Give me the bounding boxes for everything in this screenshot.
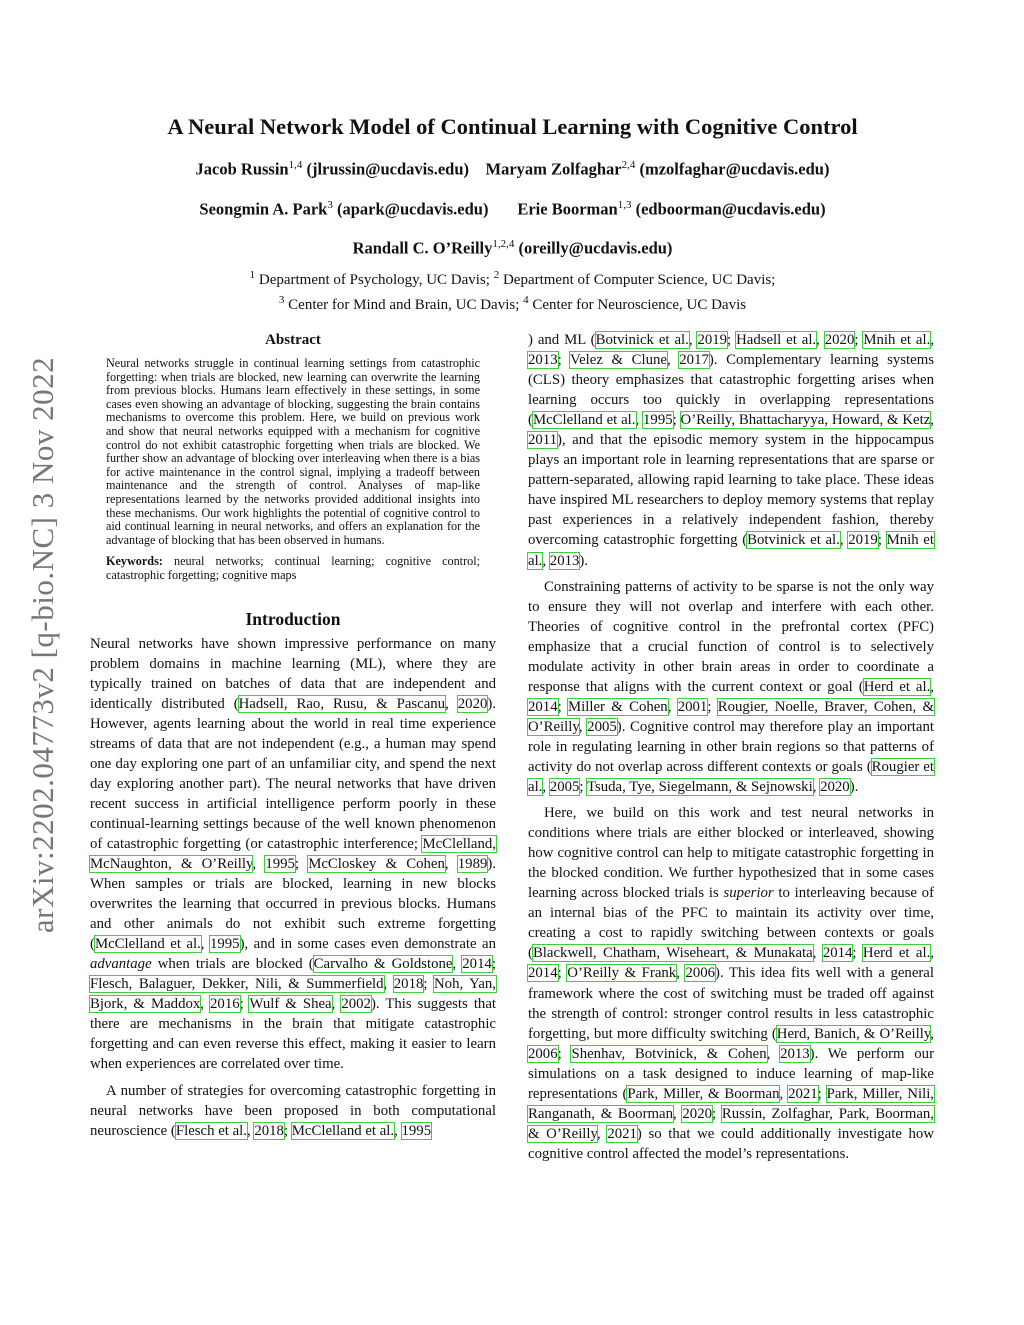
body-paragraph bbox=[90, 634, 496, 1075]
citation-link[interactable]: Flesch et al. bbox=[175, 1122, 247, 1139]
author-line-2 bbox=[90, 199, 935, 220]
left-column bbox=[90, 330, 496, 1141]
author-email: (jlrussin@ucdavis.edu) bbox=[306, 159, 469, 179]
author-line-1 bbox=[90, 159, 935, 180]
body-paragraph bbox=[528, 803, 934, 1164]
paragraph-text: , bbox=[812, 945, 823, 962]
paragraph-text: , bbox=[542, 779, 550, 796]
paragraph-text: , bbox=[252, 856, 266, 873]
citation-link[interactable]: 2013 bbox=[780, 1045, 810, 1062]
paragraph-text: Constraining patterns of activity to be sparse is not the only way to ensure they will not overlap and interfere with each other. Theories of cognitive control in the prefrontal cortex (PFC) emphasize that a crucial function of control is to selectively modulate activity in other brain areas in order to coordinate a response that aligns with the current context or goal ( bbox=[528, 578, 934, 695]
paragraph-text: ). We perform our simulations on a task designed to induce learning of map-like representations ( bbox=[528, 1045, 935, 1102]
paragraph-text: , bbox=[200, 936, 210, 953]
paragraph-text: , bbox=[578, 718, 588, 735]
affiliation-marker: 1 bbox=[249, 269, 256, 281]
citation-link[interactable]: 2001 bbox=[677, 698, 708, 715]
citation-link[interactable]: Wulf & Shea bbox=[249, 996, 332, 1013]
body-paragraph bbox=[528, 577, 934, 798]
citation-link[interactable]: Miller & Cohen bbox=[568, 698, 668, 715]
citation-link[interactable]: Hadsell, Rao, Rusu, & Pascanu bbox=[238, 695, 446, 712]
citation-link[interactable]: Shenhav, Botvinick, & Cohen bbox=[571, 1045, 767, 1062]
citation-link[interactable]: 2018 bbox=[254, 1122, 284, 1139]
keywords-text: neural networks; continual learning; cognitive control; catastrophic forgetting; cognitive maps bbox=[106, 554, 480, 582]
affiliation-marker: 3 bbox=[278, 294, 285, 306]
citation-link[interactable]: 1989 bbox=[457, 856, 488, 873]
paragraph-text: , bbox=[246, 1122, 255, 1139]
affiliations bbox=[90, 265, 935, 315]
citation-link[interactable]: 2021 bbox=[788, 1085, 818, 1102]
paragraph-text: , bbox=[445, 695, 458, 712]
paragraph-text: Here, we build on this work and test neural networks in conditions where trials are either blocked or interleaved, showing how cognitive control can help to mitigate catastrophic forgetting in the blocked condition. We further hypothesized that in some cases learning across blocked trials is bbox=[528, 805, 934, 902]
paragraph-text: A number of strategies for overcoming catastrophic forgetting in neural networks have been proposed in both computational neuroscience ( bbox=[90, 1082, 496, 1139]
paragraph-text: ). Cognitive control may therefore play an important role in regulating learning in other brain regions so that patterns of activity do not overlap across different contexts or goals ( bbox=[528, 718, 934, 775]
author-email: (apark@ucdavis.edu) bbox=[336, 199, 489, 219]
paragraph-text: , bbox=[930, 412, 934, 429]
citation-link[interactable]: 2021 bbox=[607, 1125, 637, 1142]
paragraph-text: ; bbox=[707, 698, 718, 715]
paragraph-text: , bbox=[596, 1125, 608, 1142]
citation-link[interactable]: 2005 bbox=[587, 718, 617, 735]
keywords-label: Keywords: bbox=[106, 554, 163, 569]
citation-link[interactable]: Rougier et al. bbox=[528, 758, 934, 796]
citation-link[interactable]: Rougier, Noelle, Braver, Cohen, & O’Reilly bbox=[528, 698, 935, 735]
citation-link[interactable]: 1995 bbox=[265, 856, 295, 873]
paragraph-text: ). bbox=[579, 552, 589, 569]
paragraph-text: , bbox=[331, 996, 342, 1013]
paragraph-text: ; bbox=[423, 976, 434, 993]
paragraph-text: ) so that we could additionally investigate how cognitive control affected the model’s representations. bbox=[528, 1125, 935, 1162]
author-email: (edboorman@ucdavis.edu) bbox=[635, 199, 826, 219]
paragraph-text: ; bbox=[877, 532, 887, 549]
arxiv-identifier bbox=[18, 340, 68, 950]
citation-link[interactable]: Botvinick et al. bbox=[595, 332, 689, 348]
paragraph-text: ; bbox=[557, 965, 568, 982]
emphasis-text: advantage bbox=[90, 956, 152, 973]
affiliation-text: Center for Neuroscience, UC Davis bbox=[528, 297, 747, 313]
author-name: Jacob Russin bbox=[195, 159, 289, 179]
paragraph-text: , bbox=[383, 976, 394, 993]
citation-link[interactable]: 2020 bbox=[457, 695, 488, 712]
paragraph-text: , bbox=[667, 698, 678, 715]
author-affiliation-marker: 1,2,4 bbox=[492, 238, 515, 250]
paragraph-text: ; bbox=[557, 352, 571, 369]
paragraph-text: ; bbox=[712, 1105, 722, 1122]
paragraph-text: ; bbox=[557, 698, 568, 715]
emphasis-text: superior bbox=[723, 885, 774, 902]
author-name: Maryam Zolfaghar bbox=[485, 159, 622, 179]
citation-link[interactable]: Russin, Zolfaghar, Park, Boorman, & O’Reilly bbox=[528, 1105, 934, 1142]
paragraph-text: , bbox=[666, 352, 680, 369]
paragraph-text: , bbox=[930, 1025, 934, 1042]
paragraph-text: ; bbox=[239, 996, 250, 1013]
author-affiliation-marker: 2,4 bbox=[621, 159, 636, 171]
citation-link[interactable]: 2017 bbox=[679, 352, 709, 369]
paragraph-text: ; bbox=[672, 412, 681, 429]
affiliation-text: Center for Mind and Brain, UC Davis; bbox=[284, 297, 524, 313]
citation-link[interactable]: 2013 bbox=[528, 352, 558, 369]
citation-link[interactable]: Herd et al. bbox=[862, 945, 931, 962]
citation-link[interactable]: 2014 bbox=[822, 945, 853, 962]
affiliation-text: Department of Computer Science, UC Davis; bbox=[499, 272, 776, 288]
paragraph-text: ). When samples or trials are blocked, learning in new blocks overwrites the learning that occurred in previous blocks. Humans and other animals do not exhibit such extreme forgetting ( bbox=[90, 856, 496, 953]
citation-link[interactable]: 2020 bbox=[682, 1105, 712, 1122]
citation-link[interactable]: Tsuda, Tye, Siegelmann, & Sejnowski bbox=[586, 779, 813, 796]
paragraph-text: ; bbox=[491, 956, 496, 973]
affiliation-line-2 bbox=[90, 290, 935, 315]
paragraph-text: , bbox=[766, 1045, 781, 1062]
citation-link[interactable]: 2006 bbox=[685, 965, 716, 982]
paragraph-text: , bbox=[635, 412, 644, 429]
citation-link[interactable]: Velez & Clune bbox=[570, 352, 667, 369]
citation-link[interactable]: 1995 bbox=[401, 1122, 432, 1139]
paragraph-text: , bbox=[542, 552, 550, 569]
body-paragraph-continued bbox=[528, 330, 934, 571]
paragraph-text: ; bbox=[727, 332, 737, 348]
citation-link[interactable]: 2014 bbox=[528, 698, 558, 715]
citation-link[interactable]: 1995 bbox=[209, 936, 240, 953]
citation-link[interactable]: 1995 bbox=[643, 412, 673, 429]
paragraph-text: Neural networks have shown impressive performance on many problem domains in machine learning (ML), where they are typically trained on batches of data that are independent and identically distributed ( bbox=[90, 635, 496, 712]
paper-title: A Neural Network Model of Continual Learning with Cognitive Control bbox=[167, 114, 858, 139]
citation-link[interactable]: Park, Miller, Nili, Ranganath, & Boorman bbox=[528, 1085, 935, 1122]
paragraph-text: , bbox=[930, 332, 935, 348]
affiliation-text: Department of Psychology, UC Davis; bbox=[255, 272, 494, 288]
right-column bbox=[528, 330, 934, 1164]
citation-link[interactable]: 2019 bbox=[697, 332, 728, 348]
abstract-heading: Abstract bbox=[265, 332, 321, 348]
paragraph-text: ). This suggests that there are mechanisms in the brain that mitigate catastrophic forgetting and can even reverse this effect, making it easier to learn when experiences are correlated over time. bbox=[90, 996, 497, 1073]
paragraph-text: , bbox=[444, 856, 458, 873]
paragraph-text: ; bbox=[557, 1045, 572, 1062]
paragraph-text: ; bbox=[817, 1085, 827, 1102]
citation-link[interactable]: 2020 bbox=[820, 779, 850, 796]
author-email: (mzolfaghar@ucdavis.edu) bbox=[639, 159, 830, 179]
citation-link[interactable]: McCloskey & Cohen bbox=[308, 856, 445, 873]
citation-link[interactable]: 2020 bbox=[824, 332, 855, 348]
paragraph-text: ). However, agents learning about the world in real time experience streams of data that are not independent (e.g., a human may spend one day exploring one part of an unfamiliar city, and spend the next day exploring another part). The neural networks that have driven recent success in artificial intelligence perform poorly in these continual-learning settings because of the well known phenomenon of catastrophic forgetting (or catastrophic interference; bbox=[90, 695, 496, 852]
arxiv-identifier-text: arXiv:2202.04773v2 [q-bio.NC] 3 Nov 2022 bbox=[25, 356, 61, 934]
citation-link[interactable]: McClelland et al. bbox=[94, 936, 201, 953]
paragraph-text: to interleaving because of an internal bias of the PFC to maintain its activity over time, creating a cost to rapidly switching between contexts or goals ( bbox=[528, 885, 934, 962]
paragraph-text: ), and in some cases even demonstrate an bbox=[239, 936, 496, 953]
paragraph-text: , bbox=[452, 956, 463, 973]
paragraph-text: , bbox=[779, 1085, 789, 1102]
paragraph-text: ; bbox=[579, 779, 587, 796]
author-affiliation-marker: 1,3 bbox=[617, 199, 632, 211]
paragraph-text: , bbox=[930, 945, 934, 962]
affiliation-marker: 4 bbox=[523, 294, 529, 306]
citation-link[interactable]: O’Reilly & Frank bbox=[567, 965, 677, 982]
author-name: Erie Boorman bbox=[517, 199, 618, 219]
paragraph-text: , bbox=[688, 332, 698, 348]
citation-link[interactable]: 2018 bbox=[393, 976, 424, 993]
citation-link[interactable]: 2014 bbox=[528, 965, 558, 982]
citation-link[interactable]: 2019 bbox=[848, 532, 878, 549]
paragraph-text: ; bbox=[283, 1122, 292, 1139]
author-affiliation-marker: 3 bbox=[327, 199, 333, 211]
paragraph-text: , bbox=[676, 965, 686, 982]
citation-link[interactable]: 2013 bbox=[549, 552, 580, 569]
citation-link[interactable]: Carvalho & Goldstone bbox=[313, 956, 453, 973]
author-name: Randall C. O’Reilly bbox=[352, 238, 493, 258]
citation-link[interactable]: Mnih et al. bbox=[528, 532, 934, 569]
author-affiliation-marker: 1,4 bbox=[288, 159, 303, 171]
citation-link[interactable]: Herd, Banich, & O’Reilly bbox=[776, 1025, 931, 1042]
citation-link[interactable]: McClelland et al. bbox=[532, 412, 636, 429]
citation-link[interactable]: Hadsell et al. bbox=[736, 332, 817, 348]
paragraph-text: ). Complementary learning systems (CLS) theory emphasizes that catastrophic forgetting arises when learning occurs too quickly in overlapping representations ( bbox=[528, 352, 934, 429]
affiliation-line-1 bbox=[90, 265, 935, 290]
paragraph-text: ). This idea fits well with a general framework where the cost of switching must be traded off against the strength of control: stronger control results in less catastrophic forgetting, but more difficulty switching ( bbox=[528, 965, 934, 1042]
citation-link[interactable]: Mnih et al. bbox=[863, 332, 931, 348]
affiliation-marker: 2 bbox=[493, 269, 500, 281]
keywords bbox=[106, 555, 480, 582]
paragraph-text: ; bbox=[854, 332, 864, 348]
citation-link[interactable]: Herd et al. bbox=[863, 678, 931, 695]
paragraph-text: , bbox=[812, 779, 821, 796]
paragraph-text: , bbox=[930, 678, 934, 695]
author-name: Seongmin A. Park bbox=[199, 199, 328, 219]
citation-link[interactable]: 2005 bbox=[549, 779, 580, 796]
citation-link[interactable]: 2006 bbox=[528, 1045, 558, 1062]
citation-link[interactable]: Noh, Yan, Bjork, & Maddox bbox=[90, 976, 496, 1013]
citation-link[interactable]: McClelland et al. bbox=[291, 1122, 395, 1139]
paragraph-text: ; bbox=[294, 856, 309, 873]
citation-link[interactable]: Blackwell, Chatham, Wiseheart, & Munakata bbox=[532, 945, 813, 962]
citation-link[interactable]: 2014 bbox=[462, 956, 492, 973]
paragraph-text: , bbox=[672, 1105, 683, 1122]
author-line-3 bbox=[90, 238, 935, 259]
citation-link[interactable]: O’Reilly, Bhattacharyya, Howard, & Ketz bbox=[680, 412, 931, 429]
body-paragraph bbox=[90, 1081, 496, 1141]
paragraph-text: ) and ML ( bbox=[528, 332, 596, 348]
paragraph-text: when trials are blocked ( bbox=[151, 956, 314, 973]
paragraph-text: , bbox=[816, 332, 825, 348]
citation-link[interactable]: McClelland, McNaughton, & O’Reilly bbox=[90, 835, 496, 873]
paragraph-text: ). bbox=[849, 779, 859, 796]
paragraph-text: ; bbox=[852, 945, 863, 962]
citation-link[interactable]: Botvinick et al. bbox=[747, 532, 840, 549]
paragraph-text: , bbox=[394, 1122, 402, 1139]
section-heading-introduction: Introduction bbox=[245, 608, 341, 629]
citation-link[interactable]: 2016 bbox=[210, 996, 240, 1013]
author-email: (oreilly@ucdavis.edu) bbox=[518, 238, 673, 258]
paragraph-text: , bbox=[200, 996, 211, 1013]
paragraph-text: ), and that the episodic memory system in the hippocampus plays an important role in learning representations that are sparse or pattern-separated, allowing rapid learning to take place. These ideas have inspired ML researchers to deploy memory systems that replay past experiences in a relatively independent fashion, thereby overcoming catastrophic forgetting ( bbox=[528, 432, 934, 549]
abstract-text: Neural networks struggle in continual learning settings from catastrophic forgetting: when trials are blocked, new learning can overwrite the learning from previous blocks. Humans learn effectively in these settings, in some cases even showing an advantage of blocking, suggesting the brain contains mechanisms to overcome this problem. Here, we build on previous work and show that neural networks equipped with a mechanism for cognitive control do not exhibit catastrophic forgetting when trials are blocked. We further show an advantage of blocking over interleaving when there is a bias for active maintenance in the control signal, implying a tradeoff between maintenance and the strength of control. Analyses of map-like representations learned by the networks provided additional insights into these mechanisms. Our work highlights the potential of cognitive control to aid continual learning in neural networks, and offers an explanation for the advantage of blocking that has been observed in humans. bbox=[106, 356, 480, 547]
citation-link[interactable]: Park, Miller, & Boorman bbox=[627, 1085, 780, 1102]
citation-link[interactable]: 2011 bbox=[528, 432, 558, 449]
citation-link[interactable]: Flesch, Balaguer, Dekker, Nili, & Summerfield bbox=[90, 976, 384, 993]
paragraph-text: , bbox=[839, 532, 849, 549]
citation-link[interactable]: 2002 bbox=[341, 996, 371, 1013]
